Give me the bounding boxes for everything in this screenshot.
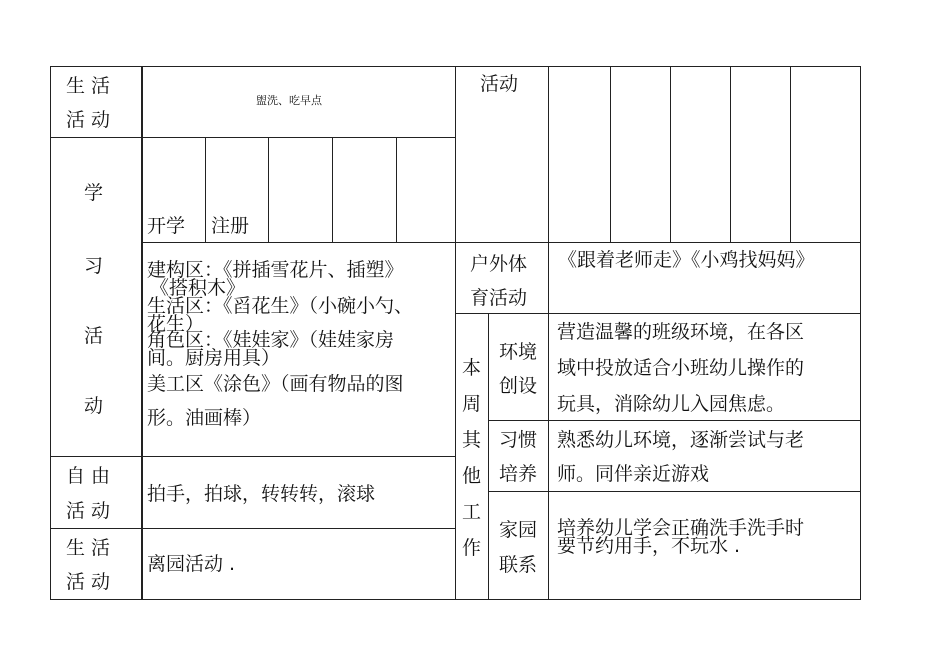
divider: [548, 66, 549, 243]
row2-label-char: 活: [84, 325, 104, 347]
row3-label-line2: 活 动: [66, 500, 111, 522]
outdoor-content: 《跟着老师走》《小鸡找妈妈》: [558, 249, 815, 271]
other-work-char: 本: [462, 357, 482, 379]
divider: [670, 66, 671, 243]
area-role-extra: 间。厨房用具）: [147, 347, 281, 369]
divider: [396, 137, 397, 242]
divider: [50, 528, 455, 529]
divider: [332, 137, 333, 242]
other-work-char: 其: [462, 429, 482, 451]
row1-label-line2: 活 动: [66, 109, 111, 131]
home-label-line2: 联系: [499, 554, 538, 576]
divider: [730, 66, 731, 243]
home-content-line1: 培养幼儿学会正确洗手洗手时: [557, 517, 805, 539]
habit-label-line2: 培养: [499, 463, 538, 485]
habit-content-line1: 熟悉幼儿环境，逐渐尝试与老: [557, 429, 805, 451]
divider: [268, 137, 269, 242]
row1-label-line1: 生 活: [66, 75, 111, 97]
area-life: 生活区：《舀花生》（小碗小勺、: [147, 295, 414, 317]
other-work-char: 工: [462, 501, 482, 523]
row4-label-line2: 活 动: [66, 571, 111, 593]
row2-label-char: 习: [84, 255, 104, 277]
habit-label-line1: 习惯: [499, 429, 538, 451]
area-life-extra: 花生）: [147, 313, 205, 335]
divider: [610, 66, 611, 243]
area-building: 建构区：《拼插雪花片、插塑》: [147, 259, 404, 281]
env-label-line1: 环境: [499, 341, 538, 363]
row2-label-char: 学: [84, 182, 104, 204]
area-building-extra: 《搭积木》: [150, 277, 246, 299]
env-label-line2: 创设: [499, 375, 538, 397]
area-role: 角色区：《娃娃家》（娃娃家房: [147, 329, 395, 351]
start-term-cell: 开学: [147, 215, 186, 237]
table-border-left: [50, 66, 51, 600]
habit-content-line2: 师。同伴亲近游戏: [557, 463, 710, 485]
env-content-line2: 域中投放适合小班幼儿操作的: [557, 357, 805, 379]
outdoor-label-line1: 户外体: [470, 253, 528, 275]
divider: [50, 456, 455, 457]
divider: [488, 313, 489, 600]
row3-content: 拍手，拍球，转转转，滚球: [147, 483, 376, 505]
table-border-right: [860, 66, 861, 600]
area-art: 美工区《涂色》（画有物品的图: [147, 373, 404, 395]
divider: [141, 66, 143, 600]
divider: [455, 66, 456, 600]
other-work-char: 作: [462, 537, 482, 559]
row1-content: 盥洗、吃早点: [256, 94, 322, 107]
other-work-char: 周: [462, 393, 482, 415]
divider: [548, 242, 549, 314]
divider: [50, 137, 455, 138]
divider: [790, 66, 791, 243]
outdoor-label-line2: 育活动: [470, 287, 528, 309]
home-label-line1: 家园: [499, 519, 538, 541]
area-art-extra: 形。油画棒）: [147, 407, 262, 429]
divider: [548, 313, 549, 600]
row4-label-line1: 生 活: [66, 537, 111, 559]
env-content-line3: 玩具，消除幼儿入园焦虑。: [557, 393, 786, 415]
env-content-line1: 营造温馨的班级环境，在各区: [557, 321, 805, 343]
divider: [142, 242, 455, 243]
row2-label-char: 动: [84, 395, 104, 417]
other-work-char: 他: [462, 465, 482, 487]
row3-label-line1: 自 由: [66, 465, 111, 487]
registration-cell: 注册: [211, 215, 250, 237]
divider: [205, 137, 206, 242]
home-content-line2: 要节约用手，不玩水 .: [557, 535, 741, 557]
activity-label: 活动: [480, 73, 519, 95]
row4-content: 离园活动 .: [147, 553, 236, 575]
